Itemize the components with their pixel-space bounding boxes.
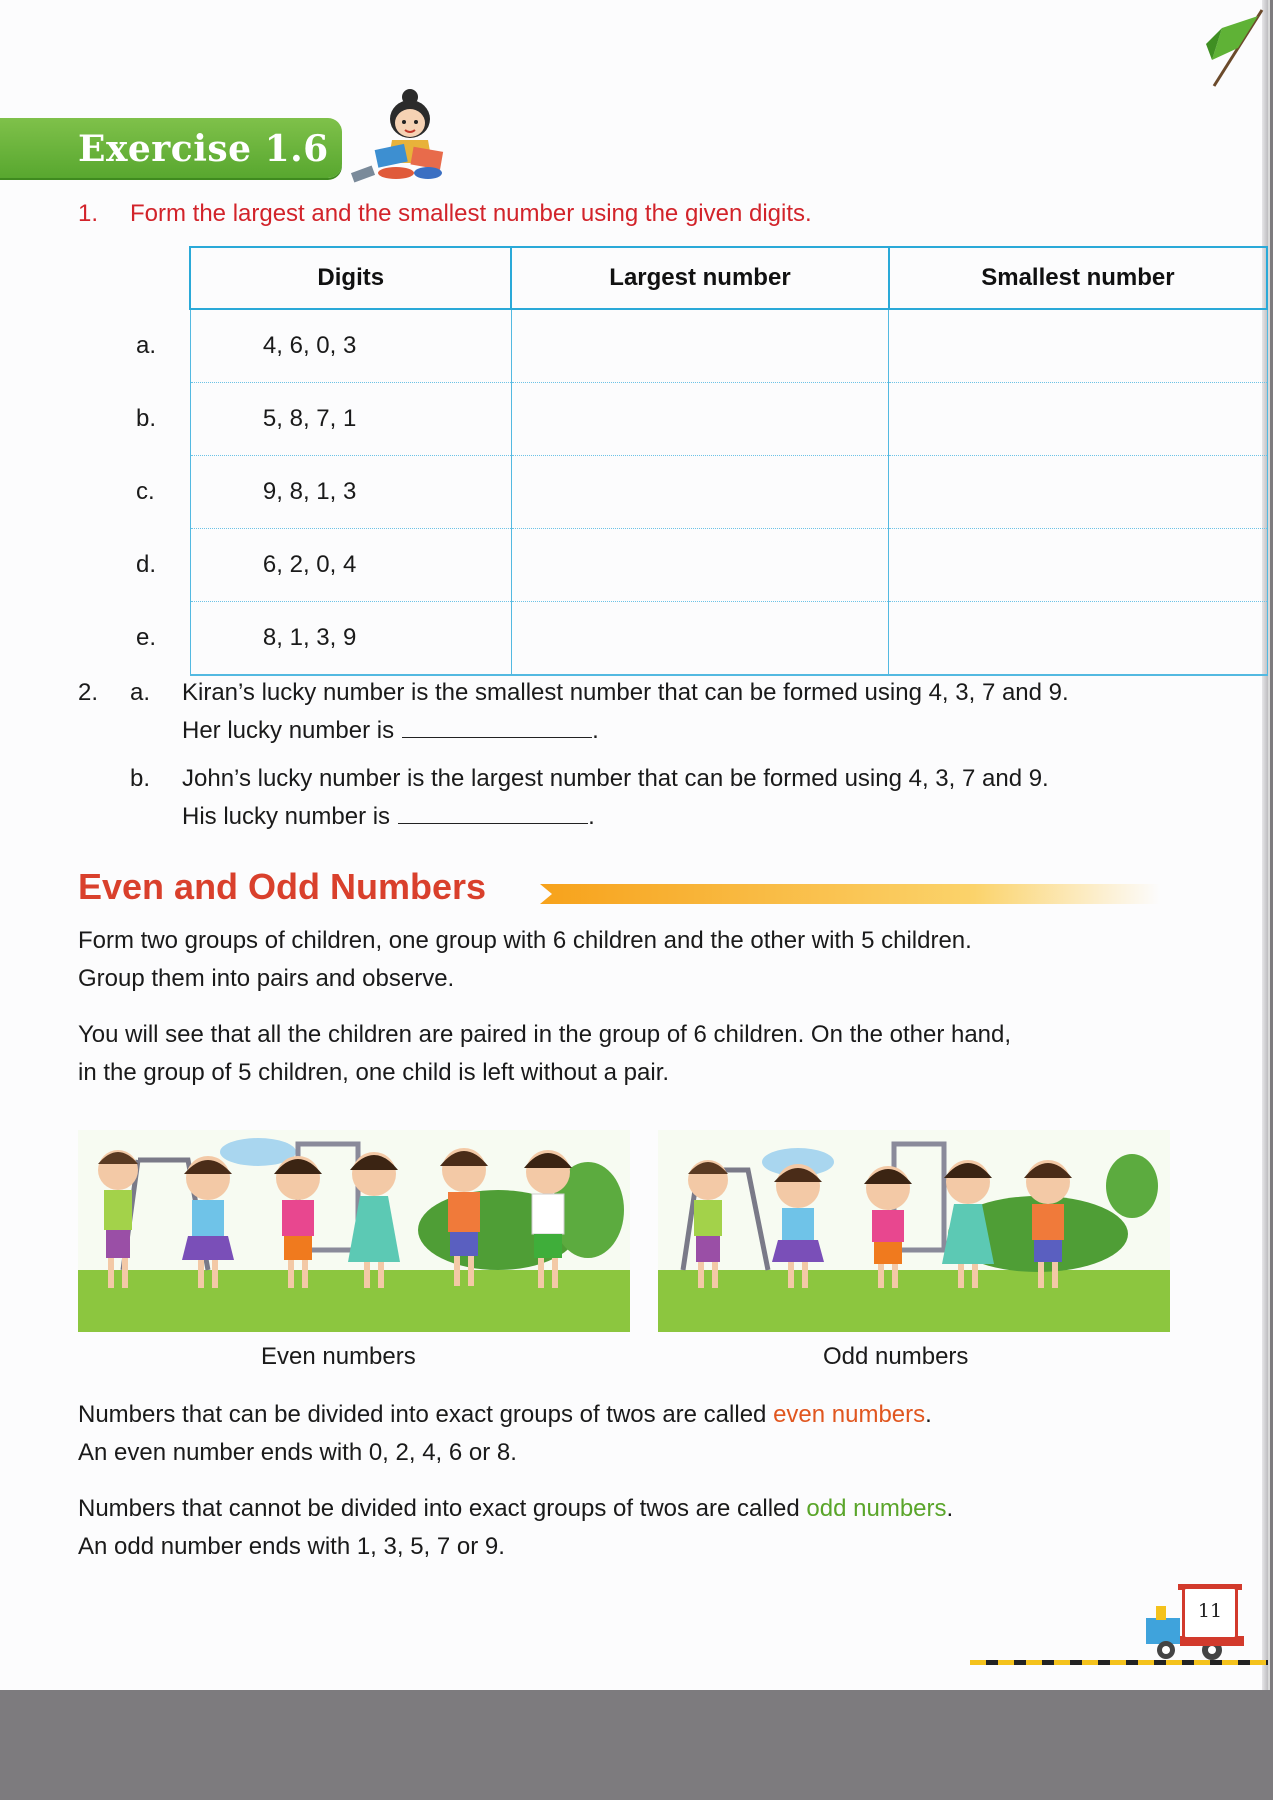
odd-numbers-illustration [658, 1130, 1170, 1332]
question-2a-label: a. [130, 679, 151, 706]
row-digits: 6, 2, 0, 4 [190, 529, 511, 602]
even-def-text: Numbers that can be divided into exact groups of twos are called [78, 1401, 774, 1428]
smallest-answer-cell[interactable] [889, 456, 1267, 529]
table-row [120, 529, 1267, 602]
period: . [588, 803, 595, 830]
paragraph-groups [78, 922, 1208, 998]
period: . [592, 717, 599, 744]
row-label: b. [136, 405, 157, 432]
header-label-spacer [120, 247, 190, 309]
largest-answer-cell[interactable] [511, 602, 889, 676]
row-label: c. [136, 478, 155, 505]
caption-odd: Odd numbers [823, 1343, 969, 1370]
even-rule: An even number ends with 0, 2, 4, 6 or 8. [78, 1439, 517, 1466]
question-2b-text: John’s lucky number is the largest number that can be formed using 4, 3, 7 and 9. [182, 765, 1049, 792]
row-digits: 9, 8, 1, 3 [190, 456, 511, 529]
even-definition [78, 1396, 1208, 1472]
largest-answer-cell[interactable] [511, 309, 889, 383]
table-row [120, 383, 1267, 456]
largest-answer-cell[interactable] [511, 383, 889, 456]
row-label: d. [136, 551, 157, 578]
paragraph-observation [78, 1016, 1208, 1092]
page-number: 11 [1182, 1586, 1238, 1640]
paragraph-line: Form two groups of children, one group with 6 children and the other with 5 children. [78, 927, 972, 954]
question-2b-prompt: His lucky number is [182, 803, 391, 830]
table-row [120, 602, 1267, 676]
row-label: e. [136, 624, 157, 652]
table-header-row [120, 247, 1267, 309]
smallest-answer-cell[interactable] [889, 383, 1267, 456]
question-2a-text: Kiran’s lucky number is the smallest number that can be formed using 4, 3, 7 and 9. [182, 679, 1069, 706]
question-2b-label: b. [130, 765, 151, 792]
question-2a-prompt: Her lucky number is [182, 717, 395, 744]
odd-def-text: Numbers that cannot be divided into exact groups of twos are called [78, 1495, 807, 1522]
odd-definition [78, 1490, 1208, 1566]
even-numbers-term: even numbers [773, 1401, 926, 1428]
smallest-answer-cell[interactable] [889, 602, 1267, 676]
row-digits: 4, 6, 0, 3 [190, 309, 511, 383]
header-smallest-number: Smallest number [889, 247, 1267, 309]
smallest-answer-cell[interactable] [889, 309, 1267, 383]
row-digits: 8, 1, 3, 9 [190, 602, 511, 676]
table-row [120, 309, 1267, 383]
row-digits: 5, 8, 7, 1 [190, 383, 511, 456]
period: . [946, 1495, 954, 1522]
odd-numbers-term: odd numbers [806, 1495, 947, 1522]
table-row [120, 456, 1267, 529]
question-1 [78, 200, 812, 228]
paragraph-line: in the group of 5 children, one child is left without a pair. [78, 1059, 670, 1086]
even-numbers-illustration [78, 1130, 630, 1332]
question-2-number: 2. [78, 679, 99, 706]
odd-rule: An odd number ends with 1, 3, 5, 7 or 9. [78, 1533, 505, 1560]
answer-blank[interactable] [398, 799, 588, 824]
digits-table-wrapper [120, 246, 1268, 676]
largest-answer-cell[interactable] [511, 529, 889, 602]
heading-arrow-bar [540, 884, 1160, 904]
paragraph-line [78, 1490, 1208, 1528]
section-heading: Even and Odd Numbers [78, 866, 487, 907]
header-largest-number: Largest number [511, 247, 889, 309]
caption-even: Even numbers [261, 1343, 416, 1370]
question-1-text: Form the largest and the smallest number using the given digits. [130, 200, 812, 227]
smallest-answer-cell[interactable] [889, 529, 1267, 602]
answer-blank[interactable] [402, 713, 592, 738]
largest-answer-cell[interactable] [511, 456, 889, 529]
header-digits: Digits [190, 247, 511, 309]
digits-table [120, 246, 1268, 676]
question-1-number: 1. [78, 200, 99, 227]
exercise-title: Exercise 1.6 [78, 128, 329, 170]
period: . [925, 1401, 932, 1428]
girl-reading-illustration [350, 85, 470, 185]
flag-illustration [1192, 8, 1268, 88]
row-label: a. [136, 331, 157, 359]
paragraph-line [78, 1396, 1208, 1434]
paragraph-line: Group them into pairs and observe. [78, 965, 455, 992]
paragraph-line: You will see that all the children are paired in the group of 6 children. On the other hand, [78, 1021, 1012, 1048]
